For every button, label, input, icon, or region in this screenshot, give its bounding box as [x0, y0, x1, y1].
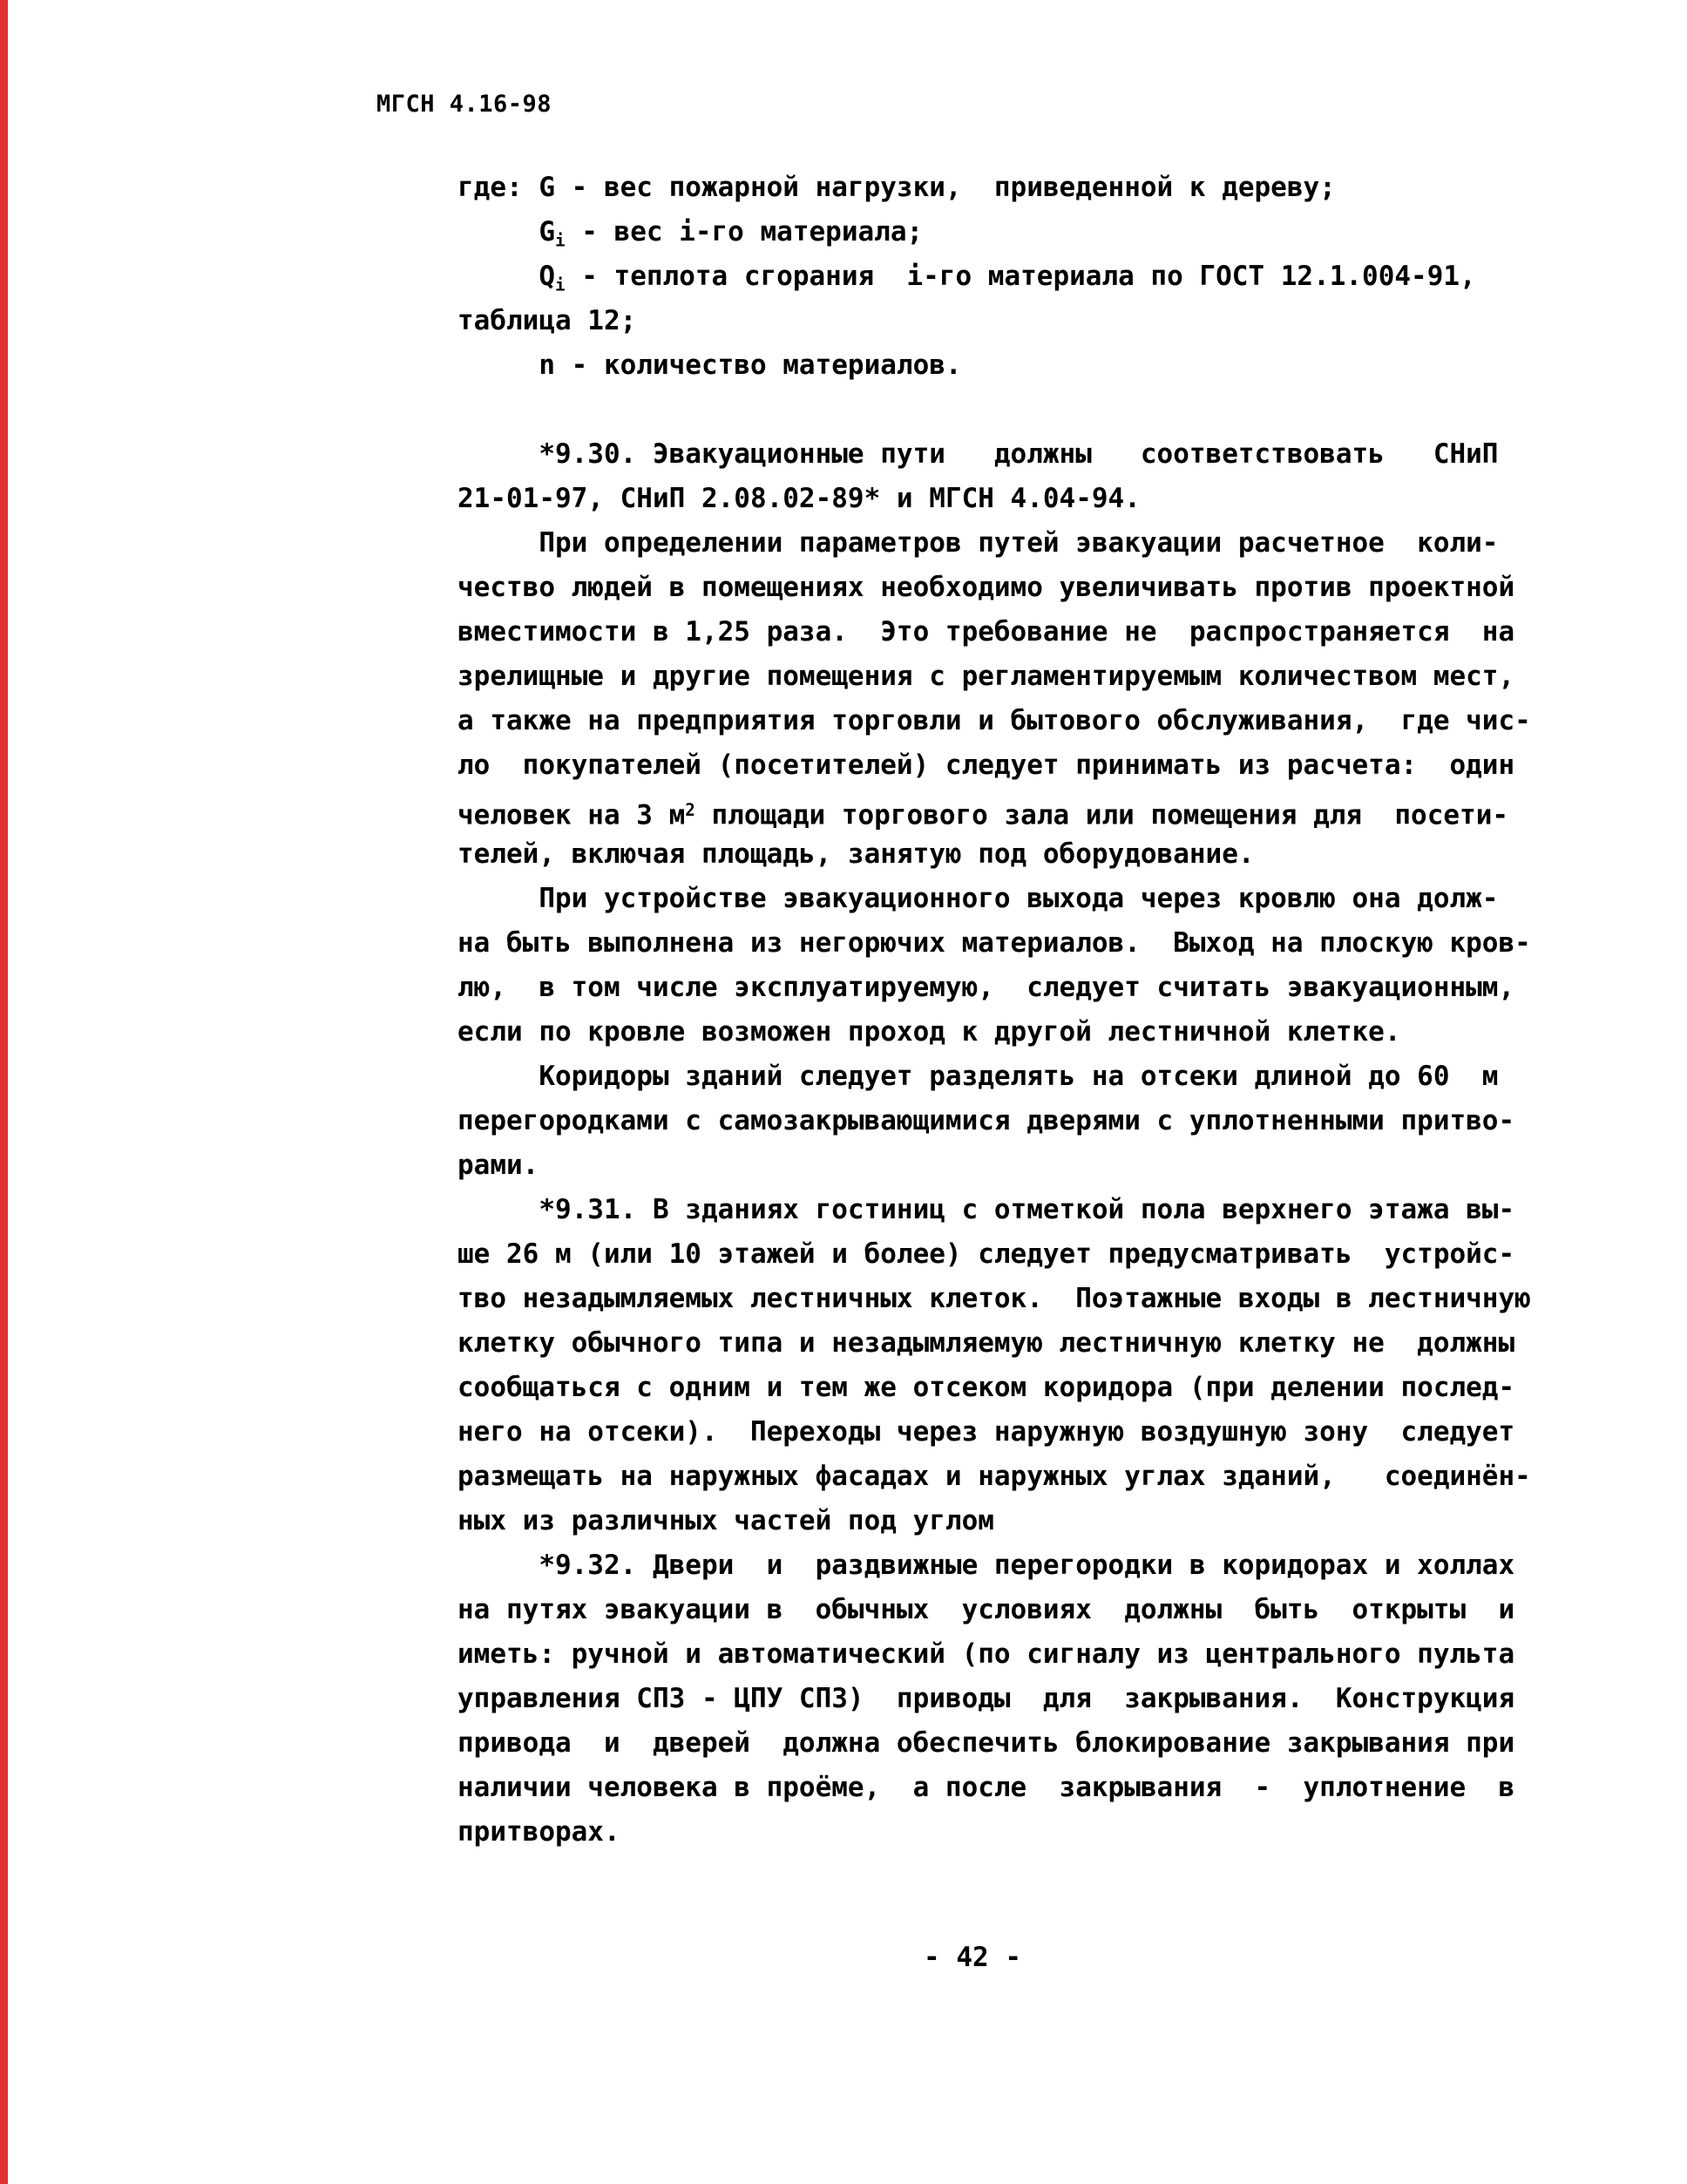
text-line: *9.32. Двери и раздвижные перегородки в коридорах и холлах — [457, 1550, 1515, 1581]
text-line: n - количество материалов. — [457, 349, 962, 381]
text-line: на путях эвакуации в обычных условиях должны быть открыты и — [457, 1594, 1515, 1625]
text-line: зрелищные и другие помещения с регламентируемым количеством мест, — [457, 661, 1515, 692]
text-line: ных из различных частей под углом — [457, 1505, 994, 1536]
text-line: притворах. — [457, 1816, 620, 1848]
text-line: а также на предприятия торговли и бытового обслуживания, где чис- — [457, 705, 1531, 736]
text-line: тво незадымляемых лестничных клеток. Поэтажные входы в лестничную — [457, 1283, 1531, 1314]
page-number: - 42 - — [924, 1942, 1021, 1973]
text-line: клетку обычного типа и незадымляемую лестничную клетку не должны — [457, 1327, 1515, 1359]
text-line: 21-01-97, СНиП 2.08.02-89* и МГСН 4.04-94. — [457, 483, 1141, 514]
text-line: ло покупателей (посетителей) следует принимать из расчета: один — [457, 749, 1515, 781]
text-line: сообщаться с одним и тем же отсеком коридора (при делении послед- — [457, 1372, 1515, 1403]
scan-edge-line — [0, 0, 8, 2184]
text-line: ше 26 м (или 10 этажей и более) следует предусматривать устройс- — [457, 1238, 1515, 1270]
text-line: рами. — [457, 1150, 539, 1181]
text-line: иметь: ручной и автоматический (по сигналу из центрального пульта — [457, 1638, 1515, 1670]
text-block — [457, 166, 1590, 1855]
text-line: наличии человека в проёме, а после закрывания - уплотнение в — [457, 1772, 1515, 1803]
text-line: При устройстве эвакуационного выхода через кровлю она долж- — [457, 883, 1499, 914]
text-line: где: G - вес пожарной нагрузки, приведенной к дереву; — [457, 172, 1336, 203]
text-line: вместимости в 1,25 раза. Это требование не распространяется на — [457, 616, 1515, 648]
text-line: человек на 3 $м^2$ площади торгового зала или помещения для посети- — [457, 799, 1509, 831]
text-line: *9.31. В зданиях гостиниц с отметкой пола верхнего этажа вы- — [457, 1194, 1515, 1225]
text-line: привода и дверей должна обеспечить блокирование закрывания при — [457, 1727, 1515, 1759]
text-line: $G_i$ - вес i-го материала; — [457, 216, 924, 251]
text-line: чество людей в помещениях необходимо увеличивать против проектной — [457, 572, 1515, 603]
text-line: перегородками с самозакрывающимися дверями с уплотненными притво- — [457, 1105, 1515, 1136]
text-line: Коридоры зданий следует разделять на отсеки длиной до 60 м — [457, 1061, 1499, 1092]
text-line: управления СПЗ - ЦПУ СПЗ) приводы для закрывания. Конструкция — [457, 1683, 1515, 1714]
text-line: размещать на наружных фасадах и наружных углах зданий, соединён- — [457, 1461, 1531, 1492]
text-line: *9.30. Эвакуационные пути должны соответствовать СНиП — [457, 438, 1499, 470]
text-line: телей, включая площадь, занятую под оборудование. — [457, 838, 1255, 870]
text-line: При определении параметров путей эвакуации расчетное коли- — [457, 527, 1499, 559]
document-code-header: МГСН 4.16-98 — [376, 91, 552, 118]
text-line — [457, 388, 1590, 432]
text-line: на быть выполнена из негорючих материалов. Выход на плоскую кров- — [457, 927, 1531, 959]
text-line: лю, в том числе эксплуатируемую, следует считать эвакуационным, — [457, 972, 1515, 1003]
text-line: $Q_i$ - теплота сгорания i-го материала по ГОСТ 12.1.004-91, — [457, 261, 1476, 295]
text-line: таблица 12; — [457, 305, 637, 336]
text-line: если по кровле возможен проход к другой лестничной клетке. — [457, 1016, 1401, 1048]
text-line: него на отсеки). Переходы через наружную воздушную зону следует — [457, 1416, 1515, 1448]
